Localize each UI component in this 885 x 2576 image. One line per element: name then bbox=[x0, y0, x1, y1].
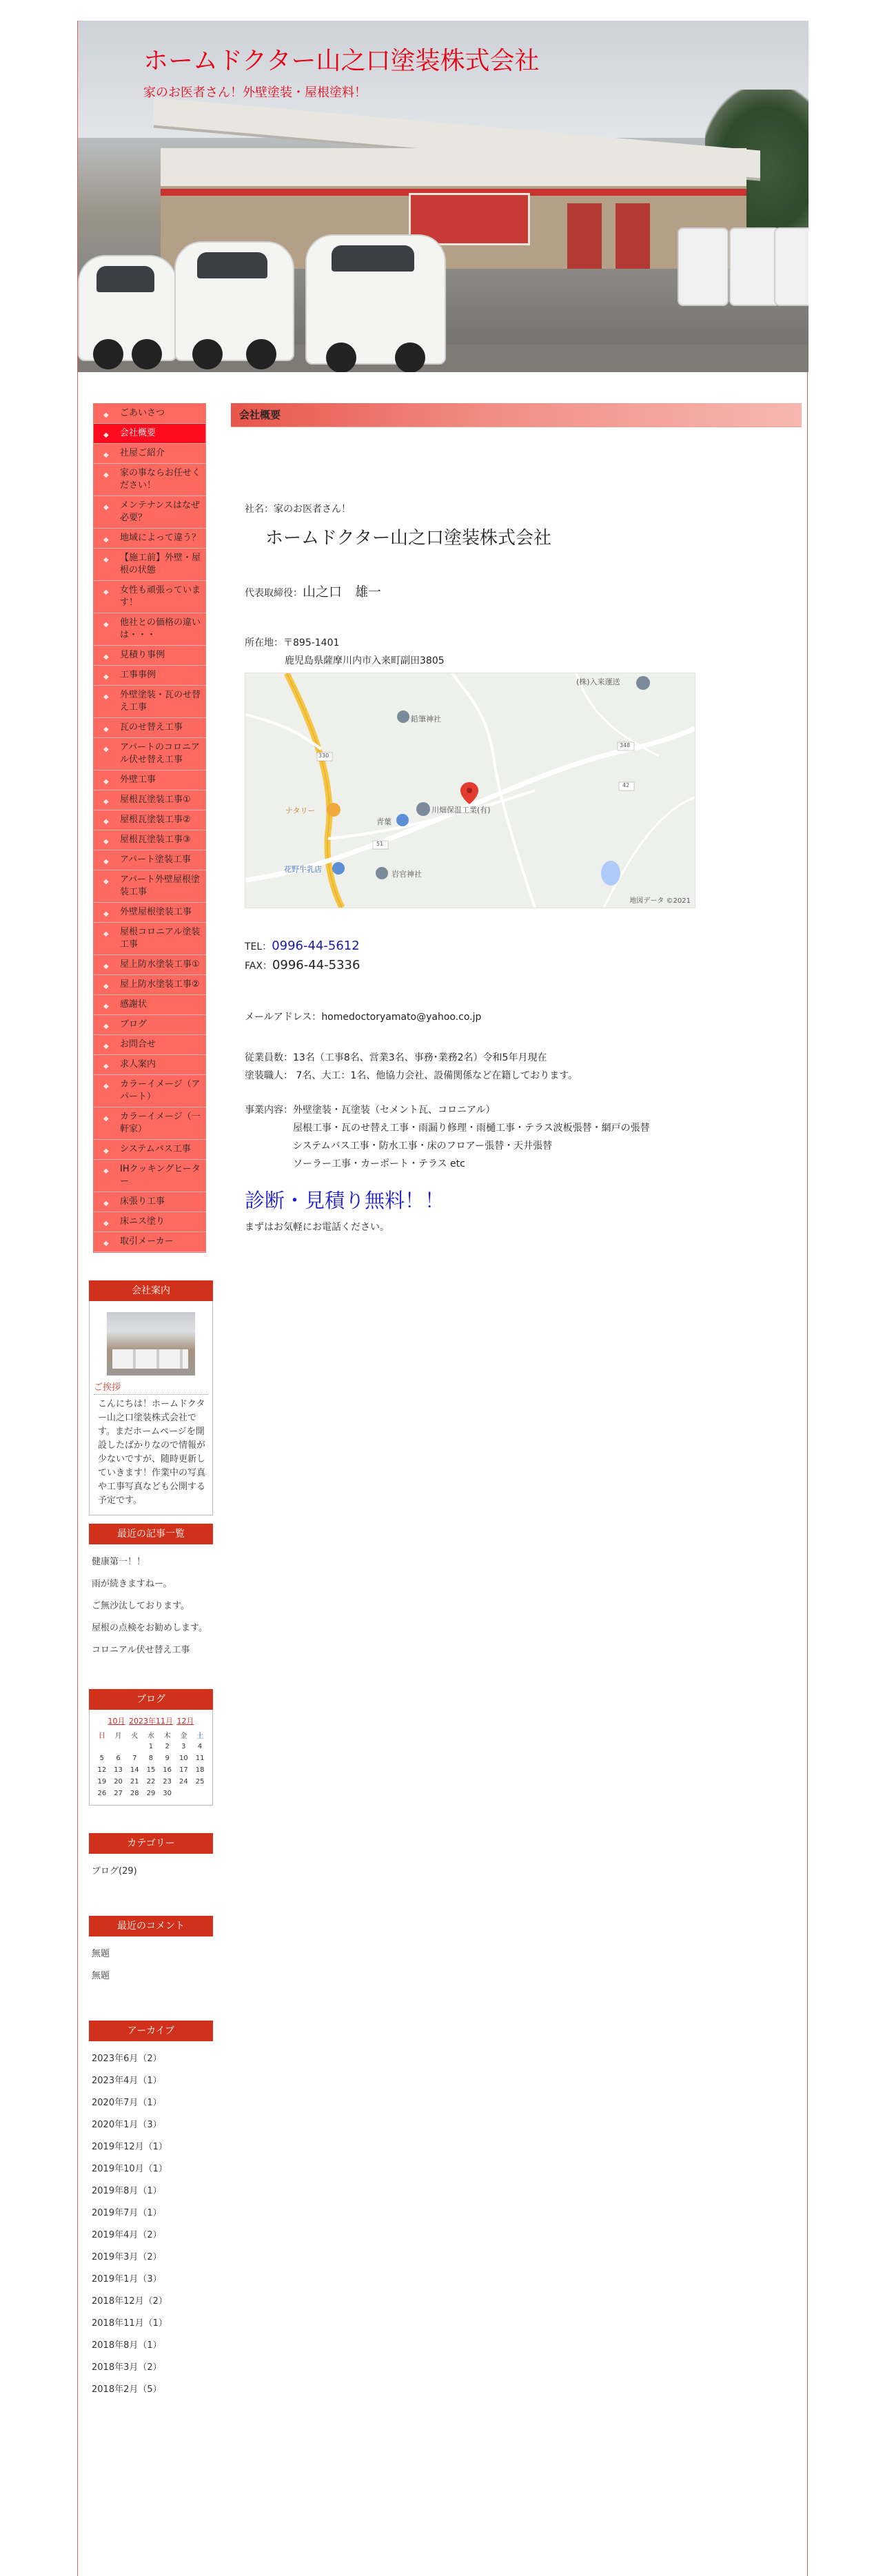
calendar-weekday: 水 bbox=[147, 1732, 154, 1740]
call-us-text: まずはお気軽にお電話ください。 bbox=[245, 1222, 389, 1233]
address-label: 所在地：〒895-1401 bbox=[245, 637, 340, 648]
nav-item-label: 外壁屋根塗装工事 bbox=[120, 907, 192, 917]
nav-item[interactable] bbox=[94, 995, 205, 1015]
site-title[interactable]: ホームドクター山之口塗装株式会社 bbox=[143, 47, 540, 75]
map-label: (株)入来運送 bbox=[576, 677, 620, 686]
map-poi-pin bbox=[376, 867, 388, 879]
nav-item[interactable] bbox=[94, 770, 205, 790]
nav-bullet-icon: ◆ bbox=[103, 1147, 109, 1155]
nav-item[interactable] bbox=[94, 424, 205, 444]
archive-link[interactable]: 2023年6月（2） bbox=[92, 2054, 162, 2064]
company-profile bbox=[231, 427, 802, 1254]
widget-title: ブログ bbox=[89, 1689, 213, 1710]
nav-bullet-icon: ◆ bbox=[103, 1063, 109, 1070]
comment-link[interactable]: 無題 bbox=[92, 1949, 110, 1959]
nav-item-label: 外壁工事 bbox=[120, 775, 156, 785]
tel-label: TEL： bbox=[245, 941, 272, 952]
nav-bullet-icon: ◆ bbox=[103, 878, 109, 886]
nav-item-label: 屋根瓦塗装工事② bbox=[120, 815, 191, 825]
nav-item[interactable] bbox=[94, 613, 205, 646]
nav-bullet-icon: ◆ bbox=[103, 1023, 109, 1030]
widget-title: カテゴリー bbox=[89, 1833, 213, 1854]
recent-post-link[interactable]: 雨が続きますねー。 bbox=[92, 1579, 172, 1589]
nav-bullet-icon: ◆ bbox=[103, 673, 109, 681]
fax-label: FAX： bbox=[245, 961, 272, 972]
calendar-table bbox=[94, 1729, 208, 1799]
archive-link[interactable]: 2018年2月（5） bbox=[92, 2384, 162, 2395]
nav-bullet-icon: ◆ bbox=[103, 1220, 109, 1227]
calendar-day: 15 bbox=[146, 1766, 156, 1774]
nav-item[interactable] bbox=[94, 666, 205, 686]
nav-bullet-icon: ◆ bbox=[103, 1115, 109, 1123]
road-number: 51 bbox=[376, 841, 384, 847]
car-wheel bbox=[93, 339, 123, 369]
map-poi-pin bbox=[397, 711, 409, 723]
map-label: 花野牛乳店 bbox=[284, 865, 322, 874]
calendar-day: 6 bbox=[116, 1755, 121, 1762]
nav-item-label: 瓦のせ替え工事 bbox=[120, 722, 183, 733]
nav-bullet-icon: ◆ bbox=[103, 653, 109, 661]
tel-link[interactable]: 0996-44-5612 bbox=[272, 939, 360, 953]
calendar-day: 13 bbox=[114, 1766, 123, 1774]
map-label: 青葉 bbox=[376, 817, 391, 826]
nav-item[interactable] bbox=[94, 1160, 205, 1192]
calendar-day: 14 bbox=[130, 1766, 139, 1774]
greeting-title: ご挨拶 bbox=[94, 1380, 208, 1395]
archive-link[interactable]: 2019年1月（3） bbox=[92, 2274, 162, 2284]
calendar-day: 5 bbox=[99, 1755, 105, 1762]
calendar-weekday: 月 bbox=[114, 1732, 122, 1740]
embedded-map[interactable] bbox=[245, 673, 695, 908]
nav-item[interactable] bbox=[94, 1055, 205, 1075]
email-label: メールアドレス： bbox=[245, 1012, 322, 1023]
comment-link[interactable]: 無題 bbox=[92, 1971, 110, 1981]
calendar-day: 24 bbox=[179, 1778, 188, 1786]
road-number: 348 bbox=[620, 742, 631, 748]
car-wheel bbox=[395, 343, 425, 372]
calendar-day: 4 bbox=[197, 1743, 203, 1750]
nav-item-label: 会社概要 bbox=[120, 428, 156, 438]
calendar-day: 26 bbox=[97, 1790, 107, 1797]
nav-bullet-icon: ◆ bbox=[103, 1003, 109, 1010]
category-link[interactable]: ブログ(29) bbox=[92, 1866, 137, 1877]
calendar-day: 28 bbox=[130, 1790, 139, 1797]
calendar-next-link[interactable]: 12月 bbox=[176, 1717, 194, 1726]
nav-bullet-icon: ◆ bbox=[103, 778, 109, 786]
car-window bbox=[197, 252, 267, 278]
map-pond bbox=[601, 861, 620, 886]
map-poi-pin bbox=[396, 814, 409, 826]
nav-bullet-icon: ◆ bbox=[103, 1043, 109, 1050]
nav-bullet-icon: ◆ bbox=[103, 1200, 109, 1207]
calendar-day: 29 bbox=[146, 1790, 156, 1797]
nav-item-label: 感謝状 bbox=[120, 999, 148, 1010]
nav-item[interactable] bbox=[94, 790, 205, 810]
nav-item-label: お問合せ bbox=[120, 1039, 156, 1050]
nav-item-label: IHクッキングヒーター bbox=[120, 1164, 201, 1187]
nav-item[interactable] bbox=[94, 1212, 205, 1232]
nav-item[interactable] bbox=[94, 903, 205, 923]
archive-link[interactable]: 2019年10月（1） bbox=[92, 2164, 167, 2174]
nav-item[interactable] bbox=[94, 923, 205, 955]
company-car bbox=[174, 241, 294, 361]
recent-posts-widget bbox=[89, 1524, 213, 1662]
car-wheel bbox=[192, 339, 223, 369]
calendar-day: 7 bbox=[132, 1755, 137, 1762]
nav-item-label: 社屋ご紹介 bbox=[120, 448, 165, 458]
archive-link[interactable]: 2019年4月（2） bbox=[92, 2230, 162, 2240]
employees: 従業員数：13名（工事8名、営業3名、事務･業務2名）令和5年月現在 bbox=[245, 1052, 547, 1063]
building-door bbox=[616, 203, 650, 269]
archive-link[interactable]: 2019年7月（1） bbox=[92, 2208, 162, 2218]
calendar-current-month[interactable]: 2023年11月 bbox=[129, 1717, 173, 1726]
calendar-day: 11 bbox=[195, 1755, 205, 1762]
left-sidebar bbox=[93, 403, 207, 2401]
nav-item[interactable] bbox=[94, 464, 205, 496]
nav-item[interactable] bbox=[94, 975, 205, 995]
nav-bullet-icon: ◆ bbox=[103, 963, 109, 970]
nav-item[interactable] bbox=[94, 646, 205, 666]
calendar-day: 17 bbox=[179, 1766, 188, 1774]
calendar-day: 30 bbox=[163, 1790, 172, 1797]
car-wheel bbox=[246, 339, 276, 369]
calendar-prev-link[interactable]: 10月 bbox=[108, 1717, 125, 1726]
calendar-nav bbox=[94, 1715, 208, 1726]
business-line: システムバス工事・防水工事・床のフロアー張替・天井張替 bbox=[293, 1141, 553, 1152]
nav-item-label: 【施工前】外壁・屋根の状態 bbox=[120, 553, 201, 575]
nav-bullet-icon: ◆ bbox=[103, 910, 109, 918]
nav-item-label: 屋上防水塗装工事② bbox=[120, 979, 200, 990]
calendar-day bbox=[94, 1741, 110, 1752]
recent-post-link[interactable]: 健康第一！！ bbox=[92, 1557, 146, 1567]
nav-item[interactable] bbox=[94, 444, 205, 464]
map-poi-pin bbox=[332, 862, 345, 875]
widget-title: アーカイブ bbox=[89, 2021, 213, 2041]
building-wall-upper bbox=[161, 148, 746, 190]
road-number: 330 bbox=[318, 753, 329, 759]
nav-item-label: 床ニス塗り bbox=[120, 1216, 165, 1227]
nav-item[interactable] bbox=[94, 1140, 205, 1160]
nav-item[interactable] bbox=[94, 1232, 205, 1252]
calendar-day: 2 bbox=[165, 1743, 170, 1750]
calendar-day: 12 bbox=[97, 1766, 107, 1774]
nav-item-label: 屋根瓦塗装工事③ bbox=[120, 835, 191, 845]
widget-title: 会社案内 bbox=[89, 1280, 213, 1301]
recent-post-link[interactable]: コロニアル伏せ替え工事 bbox=[92, 1645, 190, 1655]
nav-item[interactable] bbox=[94, 810, 205, 830]
nav-bullet-icon: ◆ bbox=[103, 451, 109, 459]
archive-link[interactable]: 2023年4月（1） bbox=[92, 2076, 162, 2086]
truck bbox=[678, 227, 729, 306]
calendar-day: 1 bbox=[148, 1743, 154, 1750]
calendar-day: 20 bbox=[114, 1778, 123, 1786]
calendar-weekday: 火 bbox=[131, 1732, 139, 1740]
archive-link[interactable]: 2018年11月（1） bbox=[92, 2318, 167, 2329]
company-info-widget bbox=[89, 1280, 213, 1515]
truck bbox=[774, 227, 808, 306]
recent-comments-list bbox=[89, 1943, 213, 1987]
archive-link[interactable]: 2018年8月（1） bbox=[92, 2340, 162, 2351]
representative bbox=[245, 582, 381, 600]
nav-item[interactable] bbox=[94, 529, 205, 549]
nav-bullet-icon: ◆ bbox=[103, 930, 109, 938]
nav-item-label: ごあいさつ bbox=[120, 408, 165, 418]
email-row bbox=[245, 1010, 481, 1023]
recent-post-link[interactable]: ご無沙汰しております。 bbox=[92, 1601, 190, 1611]
nav-item-label: 屋根コロニアル塗装工事 bbox=[120, 927, 201, 950]
car-wheel bbox=[132, 339, 162, 369]
nav-item[interactable] bbox=[94, 1035, 205, 1055]
map-poi-pin bbox=[416, 802, 430, 816]
company-car bbox=[305, 234, 446, 365]
calendar-day: 9 bbox=[165, 1755, 170, 1762]
craftsmen: 塗装職人： 7名、大工：1名、他協力会社、設備関係など在籍しております。 bbox=[245, 1070, 578, 1081]
site-tagline: 家のお医者さん！外壁塗装・屋根塗料！ bbox=[143, 85, 367, 100]
nav-item[interactable] bbox=[94, 955, 205, 975]
page-title: 会社概要 bbox=[231, 403, 802, 427]
page-container bbox=[77, 21, 808, 2576]
map-poi-pin bbox=[636, 676, 650, 690]
nav-item-label: ブログ bbox=[120, 1019, 148, 1030]
building-door bbox=[567, 203, 602, 269]
nav-bullet-icon: ◆ bbox=[103, 726, 109, 733]
nav-bullet-icon: ◆ bbox=[103, 411, 109, 419]
calendar-day: 27 bbox=[114, 1790, 123, 1797]
recent-posts-list bbox=[89, 1551, 213, 1662]
widget-title: 最近のコメント bbox=[89, 1916, 213, 1936]
nav-bullet-icon: ◆ bbox=[103, 1083, 109, 1090]
address: 鹿児島県薩摩川内市入来町副田3805 bbox=[285, 655, 445, 666]
nav-item-label: アパート外壁屋根塗装工事 bbox=[120, 875, 200, 897]
road-number: 42 bbox=[622, 782, 630, 788]
nav-item[interactable] bbox=[94, 404, 205, 424]
nav-item[interactable] bbox=[94, 1075, 205, 1107]
nav-item-label: 工事事例 bbox=[120, 670, 156, 680]
nav-item[interactable] bbox=[94, 1015, 205, 1035]
calendar-day bbox=[110, 1741, 127, 1752]
nav-item-label: 求人案内 bbox=[120, 1059, 156, 1070]
archive-widget bbox=[89, 2021, 213, 2401]
car-window bbox=[332, 245, 414, 272]
company-name-label: 社名：家のお医者さん！ bbox=[245, 504, 351, 515]
company-photo-thumbnail[interactable] bbox=[107, 1312, 195, 1376]
nav-item-label: アパートのコロニアル伏せ替え工事 bbox=[120, 742, 200, 765]
nav-bullet-icon: ◆ bbox=[103, 858, 109, 866]
archive-link[interactable]: 2020年7月（1） bbox=[92, 2098, 162, 2108]
nav-item[interactable] bbox=[94, 686, 205, 718]
nav-item-label: 見積り事例 bbox=[120, 650, 165, 660]
nav-bullet-icon: ◆ bbox=[103, 983, 109, 990]
calendar-day bbox=[192, 1788, 208, 1799]
calendar-day: 18 bbox=[195, 1766, 205, 1774]
car-window bbox=[96, 266, 154, 292]
categories-list bbox=[89, 1861, 213, 1883]
calendar-day: 23 bbox=[163, 1778, 172, 1786]
calendar-day: 25 bbox=[195, 1778, 205, 1786]
nav-bullet-icon: ◆ bbox=[103, 818, 109, 826]
nav-item-label: 取引メーカー bbox=[120, 1236, 174, 1247]
nav-bullet-icon: ◆ bbox=[103, 746, 109, 753]
map-label: ナタリー bbox=[285, 806, 316, 815]
fax-number: 0996-44-5336 bbox=[272, 958, 360, 972]
company-name: ホームドクター山之口塗装株式会社 bbox=[265, 528, 551, 549]
truck bbox=[729, 227, 780, 306]
nav-bullet-icon: ◆ bbox=[103, 1240, 109, 1247]
nav-item-label: カラーイメージ（一軒家） bbox=[120, 1112, 201, 1134]
nav-item[interactable] bbox=[94, 830, 205, 850]
nav-item-label: アパート塗装工事 bbox=[120, 855, 191, 865]
nav-bullet-icon: ◆ bbox=[103, 431, 109, 439]
nav-bullet-icon: ◆ bbox=[103, 693, 109, 701]
nav-item[interactable] bbox=[94, 1192, 205, 1212]
business-line: 屋根工事・瓦のせ替え工事・雨漏り修理・雨樋工事・テラス波板張替・網戸の張替 bbox=[293, 1123, 650, 1134]
nav-bullet-icon: ◆ bbox=[103, 621, 109, 628]
calendar-day: 16 bbox=[163, 1766, 172, 1774]
nav-item[interactable] bbox=[94, 738, 205, 770]
calendar-day: 21 bbox=[130, 1778, 139, 1786]
widget-title: 最近の記事一覧 bbox=[89, 1524, 213, 1544]
business-label: 事業内容： bbox=[245, 1105, 293, 1116]
business-line: 外壁塗装・瓦塗装（セメント瓦、コロニアル） bbox=[293, 1105, 496, 1116]
nav-item[interactable] bbox=[94, 870, 205, 903]
map-poi-pin bbox=[327, 803, 340, 817]
free-estimate-heading: 診断・見積り無料！！ bbox=[245, 1189, 445, 1212]
nav-item-label: 地域によって違う？ bbox=[120, 533, 201, 543]
calendar-day: 22 bbox=[146, 1778, 156, 1786]
greeting-text: こんにちは！ホームドクター山之口塗装株式会社です。まだホームページを開設したばかりなので情報が少ないですが、随時更新していきます！作業中の写真や工事写真なども公開する予定です。 bbox=[98, 1399, 206, 1506]
archive-link[interactable]: 2020年1月（3） bbox=[92, 2120, 162, 2130]
company-car bbox=[78, 255, 177, 361]
archive-list bbox=[89, 2048, 213, 2401]
nav-bullet-icon: ◆ bbox=[103, 536, 109, 544]
header-banner bbox=[78, 21, 808, 372]
calendar-weekday: 金 bbox=[180, 1732, 187, 1740]
nav-bullet-icon: ◆ bbox=[103, 838, 109, 846]
nav-bullet-icon: ◆ bbox=[103, 589, 109, 596]
nav-item-label: 女性も頑張っています！ bbox=[120, 585, 201, 608]
calendar-day: 3 bbox=[181, 1743, 186, 1750]
calendar-weekday: 日 bbox=[98, 1732, 105, 1740]
representative-name: 山之口 雄一 bbox=[303, 584, 382, 600]
calendar-day: 10 bbox=[179, 1755, 188, 1762]
nav-item[interactable] bbox=[94, 549, 205, 581]
nav-item-label: メンテナンスはなぜ必要？ bbox=[120, 500, 200, 523]
archive-link[interactable]: 2018年12月（2） bbox=[92, 2296, 167, 2307]
calendar-day: 19 bbox=[97, 1778, 107, 1786]
main-content bbox=[231, 403, 802, 1254]
nav-item-label: 屋根瓦塗装工事① bbox=[120, 795, 191, 805]
map-credit: 地図データ ©2021 bbox=[629, 897, 691, 905]
calendar-day bbox=[176, 1788, 192, 1799]
nav-bullet-icon: ◆ bbox=[103, 1167, 109, 1175]
calendar-weekday: 土 bbox=[196, 1732, 204, 1740]
email-address[interactable]: homedoctoryamato@yahoo.co.jp bbox=[321, 1012, 482, 1023]
fax-row bbox=[245, 958, 360, 972]
categories-widget bbox=[89, 1833, 213, 1883]
calendar-day: 8 bbox=[148, 1755, 154, 1762]
nav-bullet-icon: ◆ bbox=[103, 556, 109, 564]
main-navigation bbox=[93, 403, 206, 1253]
car-wheel bbox=[326, 343, 356, 372]
nav-bullet-icon: ◆ bbox=[103, 504, 109, 511]
nav-item-label: 家の事ならお任せください！ bbox=[120, 468, 201, 491]
nav-item[interactable] bbox=[94, 581, 205, 613]
map-label: 鉛筆神社 bbox=[411, 715, 441, 724]
recent-comments-widget bbox=[89, 1916, 213, 1987]
blog-calendar-widget bbox=[89, 1689, 213, 1806]
archive-link[interactable]: 2019年8月（1） bbox=[92, 2186, 162, 2196]
nav-item[interactable] bbox=[94, 496, 205, 529]
business-line: ソーラー工事・カーポート・テラス etc bbox=[293, 1158, 465, 1169]
archive-link[interactable]: 2019年3月（2） bbox=[92, 2252, 162, 2262]
nav-item-label: カラーイメージ（アパート） bbox=[120, 1079, 201, 1102]
nav-item[interactable] bbox=[94, 718, 205, 738]
calendar-day bbox=[126, 1741, 143, 1752]
map-label: 岩官神社 bbox=[391, 870, 422, 879]
map-label: 川畑保温工業(有) bbox=[431, 806, 491, 815]
blog-calendar bbox=[89, 1710, 213, 1806]
archive-link[interactable]: 2018年3月（2） bbox=[92, 2362, 162, 2373]
recent-post-link[interactable]: 屋根の点検をお勧めします。 bbox=[92, 1623, 207, 1633]
archive-link[interactable]: 2019年12月（1） bbox=[92, 2142, 167, 2152]
nav-item[interactable] bbox=[94, 1107, 205, 1140]
nav-item-label: 床張り工事 bbox=[120, 1196, 165, 1207]
nav-bullet-icon: ◆ bbox=[103, 471, 109, 479]
nav-item[interactable] bbox=[94, 850, 205, 870]
nav-item-label: システムバス工事 bbox=[120, 1144, 191, 1154]
nav-item-label: 外壁塗装・瓦のせ替え工事 bbox=[120, 690, 201, 713]
nav-item-label: 屋上防水塗装工事① bbox=[120, 959, 200, 970]
tel-row bbox=[245, 939, 360, 953]
nav-bullet-icon: ◆ bbox=[103, 798, 109, 806]
calendar-weekday: 木 bbox=[163, 1732, 171, 1740]
nav-item-label: 他社との価格の違いは・・・ bbox=[120, 617, 201, 640]
representative-label: 代表取締役： bbox=[245, 588, 303, 599]
